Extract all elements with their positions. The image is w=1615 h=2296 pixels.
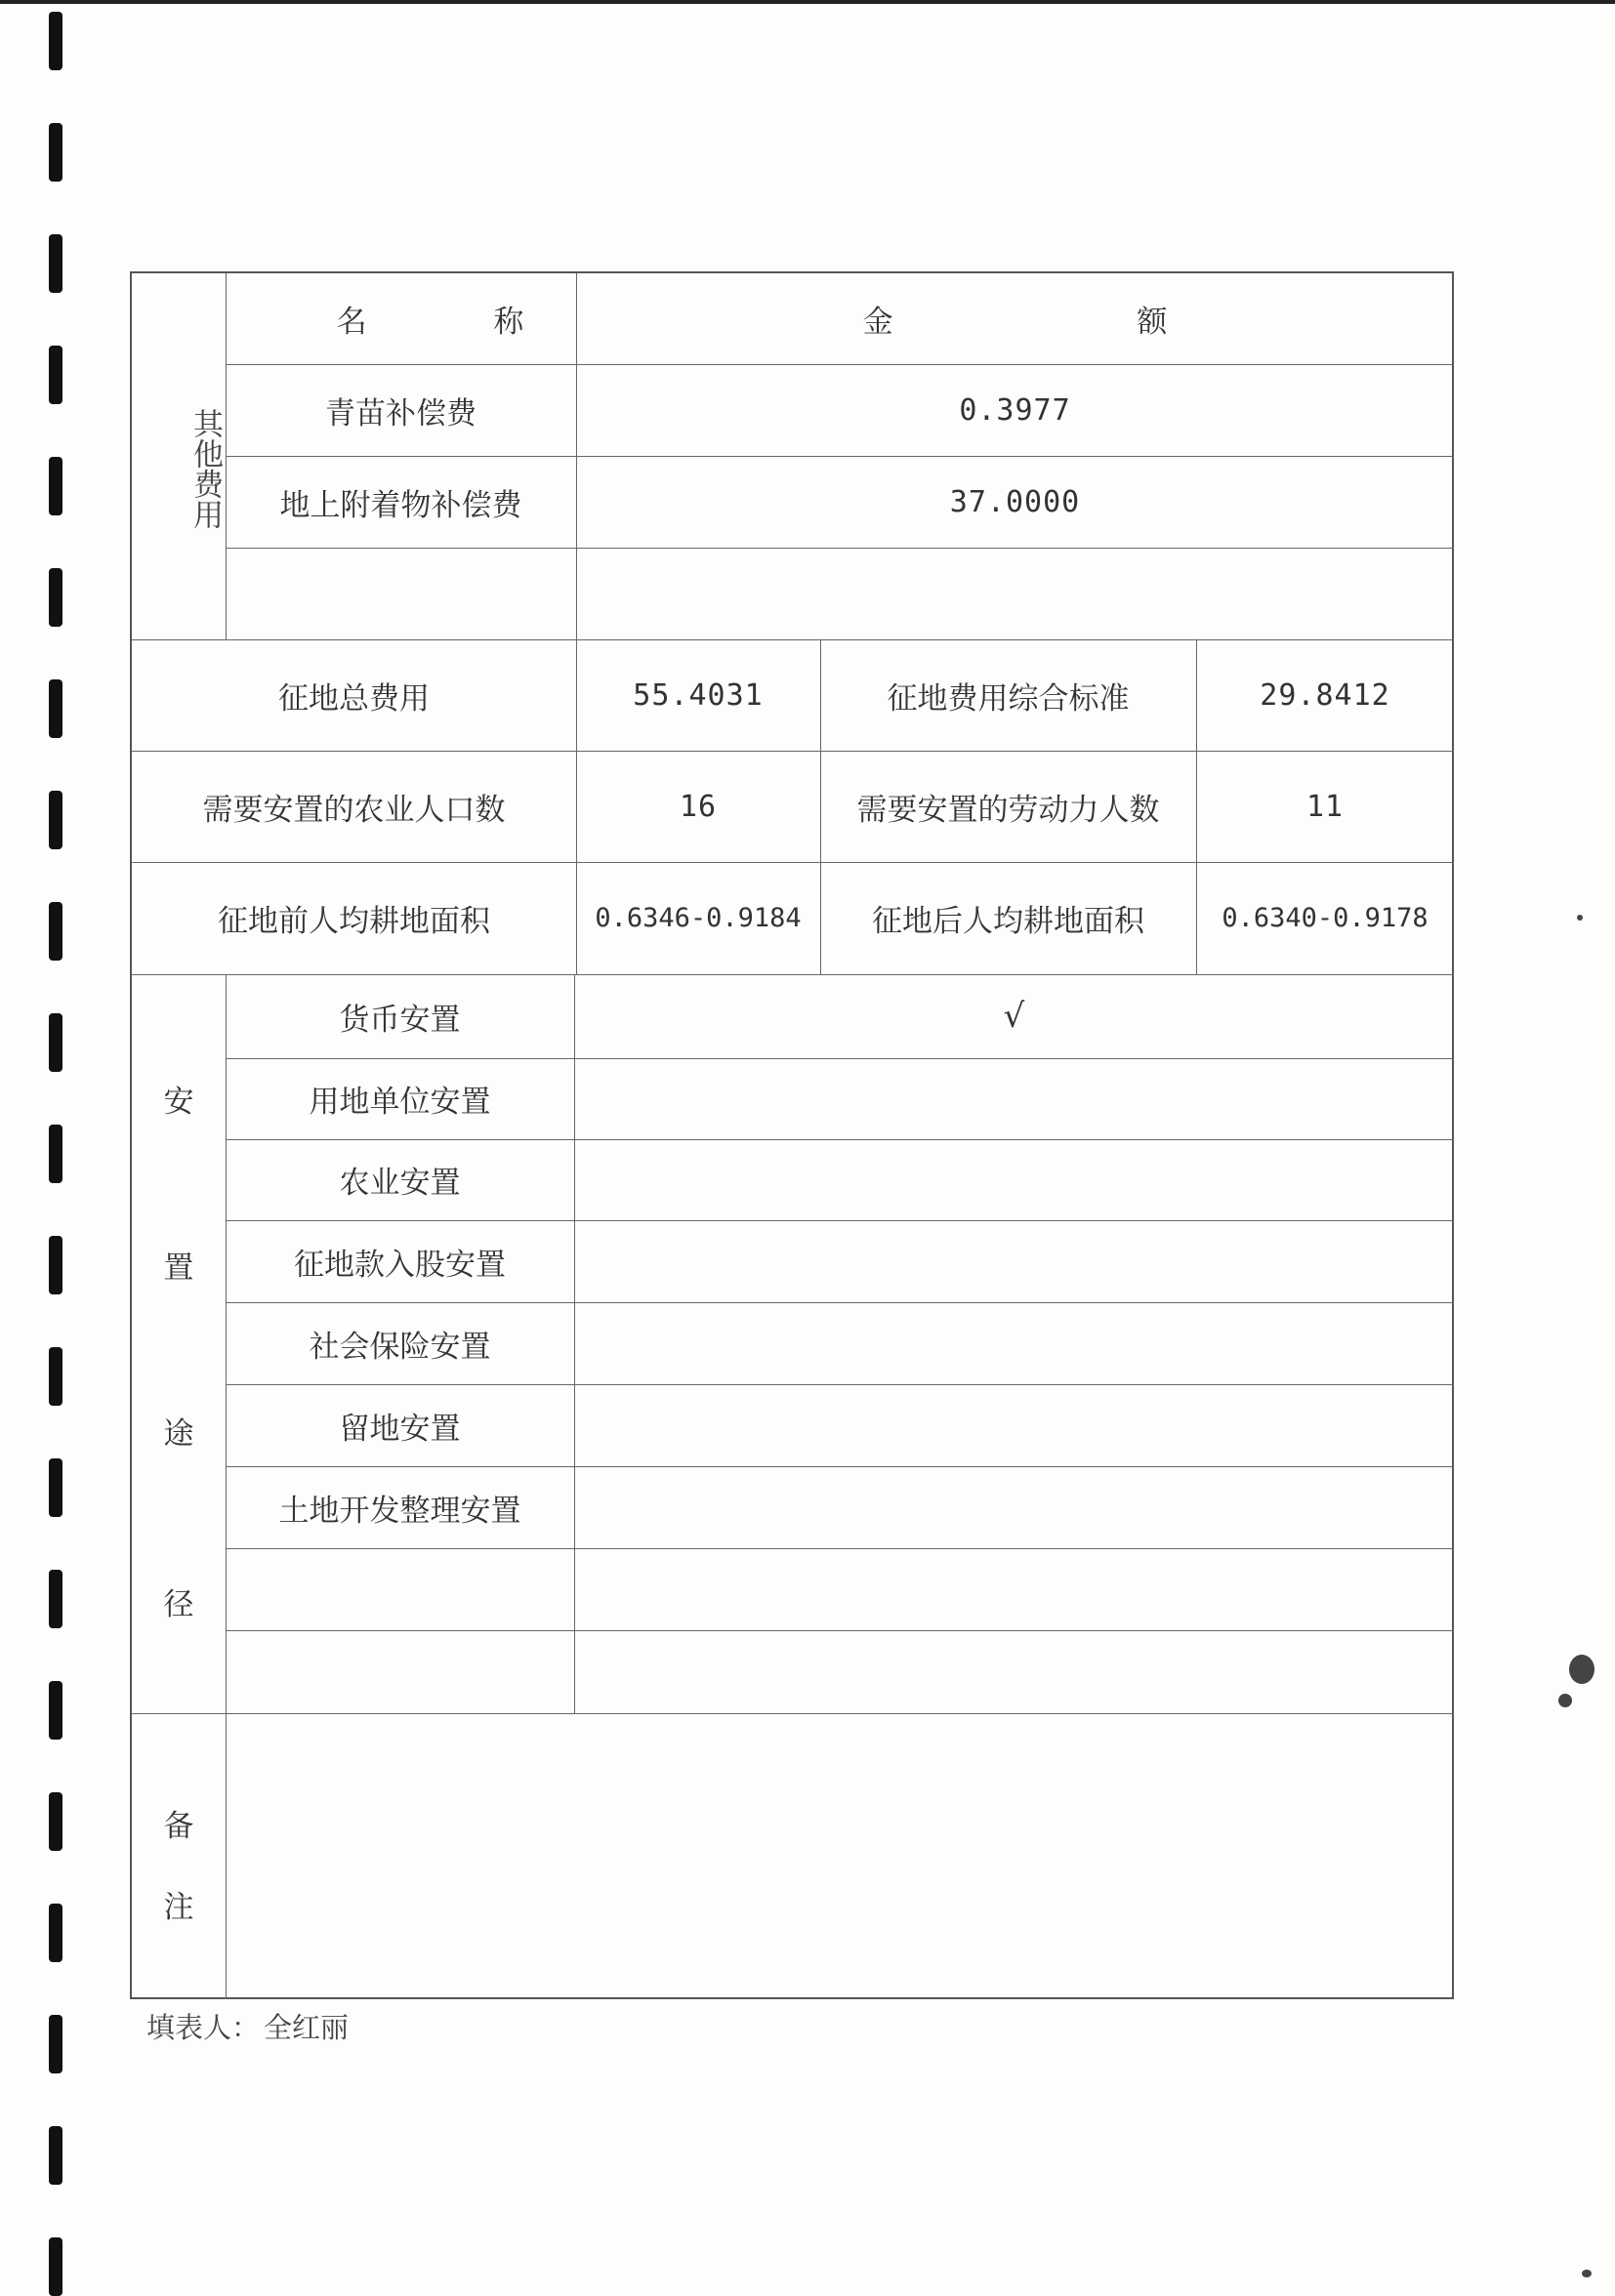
resettlement-row-value: [574, 1548, 1454, 1630]
resettlement-row-name: [226, 974, 574, 1058]
checkmark-text: √: [1003, 997, 1025, 1036]
binding-holes: [49, 0, 68, 2282]
remarks-char-text: 注: [163, 1889, 194, 1925]
area-before-label-text: 征地前人均耕地面积: [218, 904, 490, 939]
area-before-value: [576, 862, 820, 974]
resettlement-name-text: 货币安置: [339, 1002, 461, 1038]
form-footer: [146, 2006, 352, 2046]
resettlement-name-text: 用地单位安置: [309, 1085, 491, 1120]
resettlement-label-char: [132, 1577, 226, 1625]
resettlement-label-char: [132, 1240, 226, 1289]
total-fee-label: [132, 639, 576, 751]
agri-pop-label-text: 需要安置的农业人口数: [202, 792, 506, 828]
resettlement-row-value: [574, 1384, 1454, 1466]
resettlement-row-name: [226, 1384, 574, 1466]
fee-row-name: [226, 548, 576, 639]
standard-value-text: 29.8412: [1260, 677, 1390, 713]
resettlement-name-text: 土地开发整理安置: [278, 1493, 521, 1529]
standard-label: [820, 639, 1196, 751]
resettlement-row-name: [226, 1548, 574, 1630]
other-fees-label-text: 其他费用: [187, 408, 223, 529]
resettlement-name-text: 征地款入股安置: [294, 1247, 506, 1283]
total-fee-label-text: 征地总费用: [278, 680, 430, 717]
remarks-label-char: [132, 1879, 226, 1928]
filler-label: 填表人：: [146, 2011, 261, 2044]
fee-row-amount: [576, 548, 1454, 639]
agri-pop-value: [576, 751, 820, 862]
standard-label-text: 征地费用综合标准: [887, 680, 1130, 717]
resettlement-name-text: 留地安置: [339, 1411, 461, 1447]
scan-speck: [1577, 915, 1583, 921]
resettlement-name-text: 社会保险安置: [309, 1329, 491, 1365]
labor-label: [820, 751, 1196, 862]
area-after-value: [1196, 862, 1454, 974]
resettlement-char-text: 安: [163, 1084, 194, 1120]
resettlement-row-value: [574, 1139, 1454, 1220]
remarks-label-char: [132, 1798, 226, 1847]
header-amount-text: 金 额: [862, 305, 1285, 340]
resettlement-row-name: [226, 1139, 574, 1220]
scan-speck: [1569, 1655, 1594, 1684]
resettlement-row-name: [226, 1058, 574, 1139]
filler-name: 全红丽: [264, 2011, 350, 2044]
fee-amount-text: 0.3977: [959, 392, 1071, 428]
scan-speck: [1582, 2270, 1592, 2277]
labor-value-text: 11: [1305, 789, 1345, 824]
resettlement-char-text: 径: [163, 1586, 194, 1622]
standard-value: [1196, 639, 1454, 751]
resettlement-row-name: [226, 1630, 574, 1713]
resettlement-row-value: [574, 1220, 1454, 1302]
resettlement-row-name: [226, 1466, 574, 1548]
resettlement-row-value: [574, 1058, 1454, 1139]
resettlement-row-value: [574, 1302, 1454, 1384]
fee-amount-text: 37.0000: [949, 484, 1081, 519]
resettlement-char-text: 途: [163, 1415, 194, 1452]
area-before-label: [132, 862, 576, 974]
other-fees-section-label: [132, 371, 226, 566]
resettlement-name-text: 农业安置: [339, 1166, 461, 1201]
total-fee-value: [576, 639, 820, 751]
resettlement-label-char: [132, 1074, 226, 1123]
total-fee-value-text: 55.4031: [633, 677, 764, 713]
land-acquisition-form: [130, 271, 1454, 1999]
header-amount: [576, 273, 1454, 364]
fee-row-name: [226, 456, 576, 548]
resettlement-row-value: [574, 1630, 1454, 1713]
agri-pop-value-text: 16: [679, 789, 718, 824]
resettlement-char-text: 置: [163, 1250, 194, 1286]
agri-pop-label: [132, 751, 576, 862]
area-after-value-text: 0.6340-0.9178: [1222, 903, 1429, 933]
resettlement-row-name: [226, 1302, 574, 1384]
area-before-value-text: 0.6346-0.9184: [595, 903, 802, 933]
area-after-label: [820, 862, 1196, 974]
resettlement-row-check: [574, 974, 1454, 1058]
resettlement-row-name: [226, 1220, 574, 1302]
resettlement-row-value: [574, 1466, 1454, 1548]
scan-top-edge: [0, 0, 1615, 4]
labor-value: [1196, 751, 1454, 862]
scan-speck: [1558, 1694, 1572, 1707]
resettlement-label-char: [132, 1406, 226, 1455]
fee-name-text: 青苗补偿费: [325, 395, 476, 431]
remarks-content: [226, 1713, 1454, 1999]
fee-row-name: [226, 364, 576, 456]
fee-name-text: 地上附着物补偿费: [279, 487, 522, 523]
labor-label-text: 需要安置的劳动力人数: [856, 792, 1160, 828]
fee-row-amount: [576, 456, 1454, 548]
area-after-label-text: 征地后人均耕地面积: [872, 904, 1144, 939]
fee-row-amount: [576, 364, 1454, 456]
header-name-text: 名 称: [336, 305, 583, 340]
header-name: [226, 273, 635, 364]
remarks-char-text: 备: [163, 1808, 194, 1844]
